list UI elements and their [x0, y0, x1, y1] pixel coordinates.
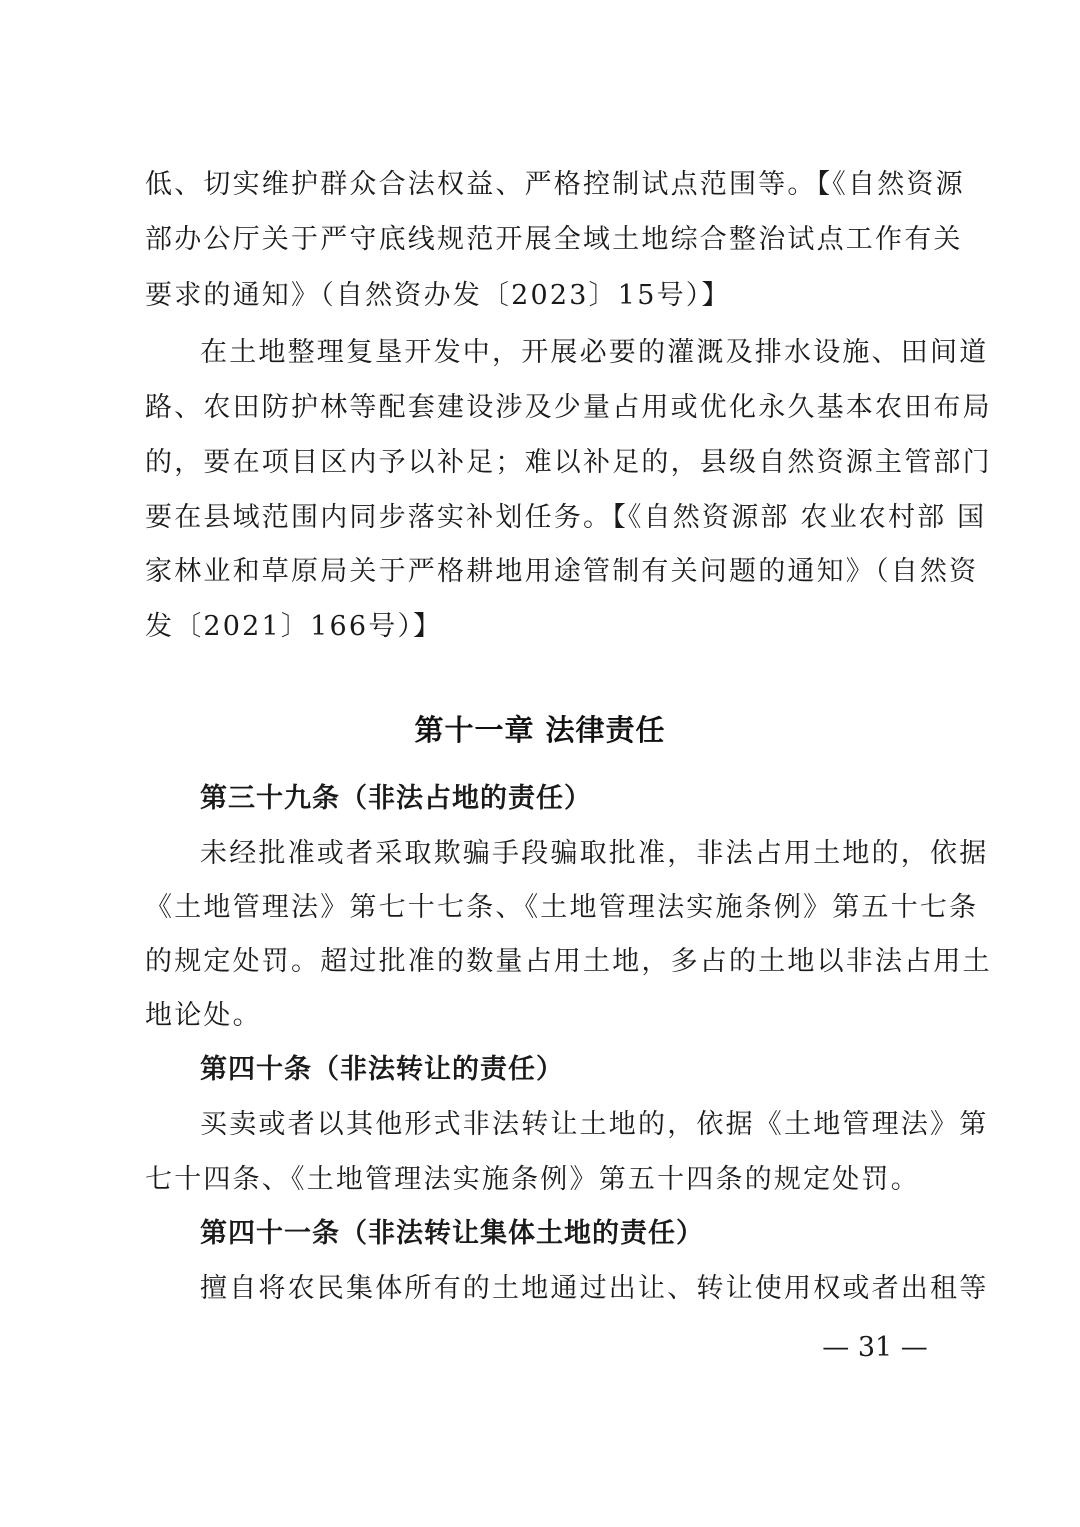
paragraph-2-line-6: 发〔2021〕166号）】: [145, 611, 443, 642]
paragraph-1-line-2: 部办公厅关于严守底线规范开展全域土地综合整治试点工作有关: [145, 224, 963, 255]
page-number: — 31 —: [822, 1332, 928, 1363]
paragraph-2-line-1: 在土地整理复垦开发中，开展必要的灌溉及排水设施、田间道: [200, 337, 989, 368]
article-39-line-2: 《土地管理法》第七十七条、《土地管理法实施条例》第五十七条: [145, 892, 979, 923]
article-40-line-2: 七十四条、《土地管理法实施条例》第五十四条的规定处罚。: [145, 1164, 920, 1195]
article-41-line-1: 擅自将农民集体所有的土地通过出让、转让使用权或者出租等: [200, 1273, 989, 1304]
article-41-title: 第四十一条（非法转让集体土地的责任）: [200, 1218, 704, 1249]
article-39-line-1: 未经批准或者采取欺骗手段骗取批准，非法占用土地的，依据: [200, 838, 989, 869]
paragraph-2-line-2: 路、农田防护林等配套建设涉及少量占用或优化永久基本农田布局: [145, 392, 992, 423]
paragraph-1-line-3: 要求的通知》（自然资办发〔2023〕15号）】: [145, 280, 731, 311]
paragraph-2-line-4: 要在县域范围内同步落实补划任务。【《自然资源部 农业农村部 国: [145, 502, 987, 533]
chapter-title: 第十一章 法律责任: [414, 713, 666, 747]
article-39-line-3: 的规定处罚。超过批准的数量占用土地，多占的土地以非法占用土: [145, 946, 992, 977]
article-39-title: 第三十九条（非法占地的责任）: [200, 783, 592, 814]
article-40-line-1: 买卖或者以其他形式非法转让土地的，依据《土地管理法》第: [200, 1109, 989, 1140]
paragraph-1-line-1: 低、切实维护群众合法权益、严格控制试点范围等。【《自然资源: [145, 169, 965, 200]
article-39-line-4: 地论处。: [145, 1000, 262, 1031]
paragraph-2-line-3: 的，要在项目区内予以补足；难以补足的，县级自然资源主管部门: [145, 447, 992, 478]
article-40-title: 第四十条（非法转让的责任）: [200, 1054, 564, 1085]
paragraph-2-line-5: 家林业和草原局关于严格耕地用途管制有关问题的通知》（自然资: [145, 556, 979, 587]
